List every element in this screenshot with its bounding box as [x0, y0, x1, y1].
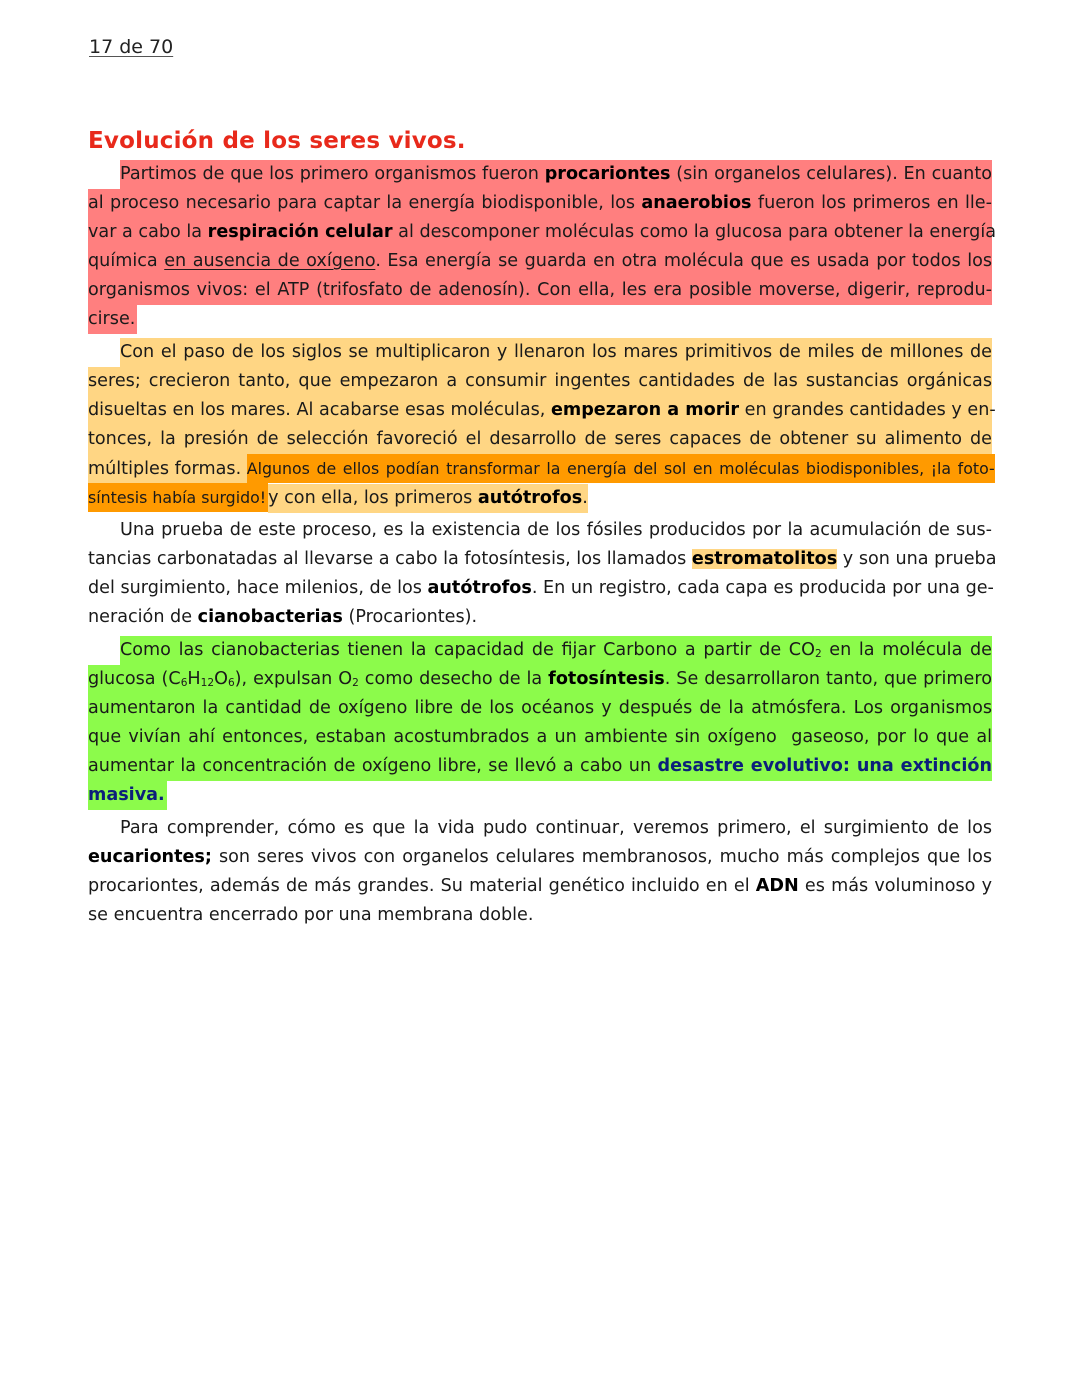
- keyword-fotosintesis: fotosíntesis: [548, 669, 665, 689]
- text-line: [88, 781, 167, 810]
- keyword-adn: ADN: [755, 876, 799, 896]
- indent-gap: [88, 636, 120, 665]
- text-line: aumentaron la cantidad de oxígeno libre de los océanos y después de la atmósfera. Los organismos: [88, 694, 992, 723]
- keyword-desastre-evolutivo: desastre evolutivo: una extinción: [657, 756, 992, 776]
- keyword-estromatolitos: estromatolitos: [691, 549, 838, 569]
- text-line: Con el paso de los siglos se multiplicaron y llenaron los mares primitivos de miles de millones de: [88, 338, 992, 367]
- text-line: neración de cianobacterias (Procariontes).: [88, 607, 478, 627]
- indent-gap: [88, 160, 120, 189]
- keyword-empezaron-a-morir: empezaron a morir: [550, 400, 740, 420]
- text-line: Una prueba de este proceso, es la existencia de los fósiles producidos por la acumulación de sus-: [120, 520, 992, 540]
- text-line: del surgimiento, hace milenios, de los autótrofos. En un registro, cada capa es producida por una ge-: [88, 578, 994, 598]
- text-line: disueltas en los mares. Al acabarse esas moléculas, empezaron a morir en grandes cantidades y en-: [88, 396, 992, 425]
- section-title: Evolución de los seres vivos.: [88, 128, 466, 154]
- text-line: se encuentra encerrado por una membrana doble.: [88, 905, 534, 925]
- keyword-masiva: masiva.: [88, 781, 167, 810]
- text-line: eucariontes; son seres vivos con organelos celulares membranosos, mucho más complejos que los: [88, 847, 992, 867]
- text-line: glucosa $(C_6H_{12}O_6)$, expulsan $O_2$ como desecho de la fotosíntesis. Se desarrollaron tanto, que primero: [88, 665, 992, 694]
- keyword-anaerobios: anaerobios: [641, 193, 752, 213]
- keyword-cianobacterias: cianobacterias: [197, 607, 343, 627]
- text-line: procariontes, además de más grandes. Su material genético incluido en el ADN es más voluminoso y: [88, 876, 992, 896]
- text-line: Como las cianobacterias tienen la capacidad de fijar Carbono a partir de $CO_2$ en la molécula de: [88, 636, 992, 665]
- keyword-autotrofos: autótrofos: [427, 578, 532, 598]
- text-line: Para comprender, cómo es que la vida pudo continuar, veremos primero, el surgimiento de los: [120, 818, 992, 838]
- keyword-eucariontes: eucariontes;: [88, 847, 212, 867]
- text-line: organismos vivos: el ATP (trifosfato de adenosín). Con ella, les era posible moverse, digerir, reprodu-: [88, 276, 992, 305]
- text-line: múltiples formas. Algunos de ellos podían transformar la energía del sol en moléculas biodisponibles, ¡la foto-: [88, 454, 992, 483]
- text-line: Partimos de que los primero organismos fueron procariontes (sin organelos celulares). En cuanto: [88, 160, 992, 189]
- text-line: al proceso necesario para captar la energía biodisponible, los anaerobios fueron los primeros en lle-: [88, 189, 992, 218]
- text-line: tancias carbonatadas al llevarse a cabo la fotosíntesis, los llamados estromatolitos y son una prueba: [88, 549, 997, 569]
- text-line: química en ausencia de oxígeno. Esa energía se guarda en otra molécula que es usada por todos los: [88, 247, 992, 276]
- text-line: síntesis había surgido!y con ella, los primeros autótrofos.: [88, 483, 588, 512]
- indent-gap: [88, 338, 120, 367]
- text-line: seres; crecieron tanto, que empezaron a consumir ingentes cantidades de las sustancias orgánicas: [88, 367, 992, 396]
- text-line: aumentar la concentración de oxígeno libre, se llevó a cabo un desastre evolutivo: una extinción: [88, 752, 992, 781]
- underlined-phrase: en ausencia de oxígeno: [164, 251, 376, 271]
- text-line: cirse.: [88, 305, 137, 334]
- text-line: var a cabo la respiración celular al descomponer moléculas como la glucosa para obtener la energía: [88, 218, 992, 247]
- text-line: tonces, la presión de selección favoreció el desarrollo de seres capaces de obtener su alimento de: [88, 425, 992, 454]
- keyword-procariontes: procariontes: [544, 164, 671, 184]
- text-line: que vivían ahí entonces, estaban acostumbrados a un ambiente sin oxígeno gaseoso, por lo que al: [88, 723, 992, 752]
- keyword-respiracion-celular: respiración celular: [207, 222, 393, 242]
- keyword-autotrofos: autótrofos: [477, 488, 583, 508]
- highlight-fotosintesis: Algunos de ellos podían transformar la energía del sol en moléculas biodisponibles, ¡la foto-: [247, 454, 995, 483]
- page-number: 17 de 70: [89, 36, 174, 58]
